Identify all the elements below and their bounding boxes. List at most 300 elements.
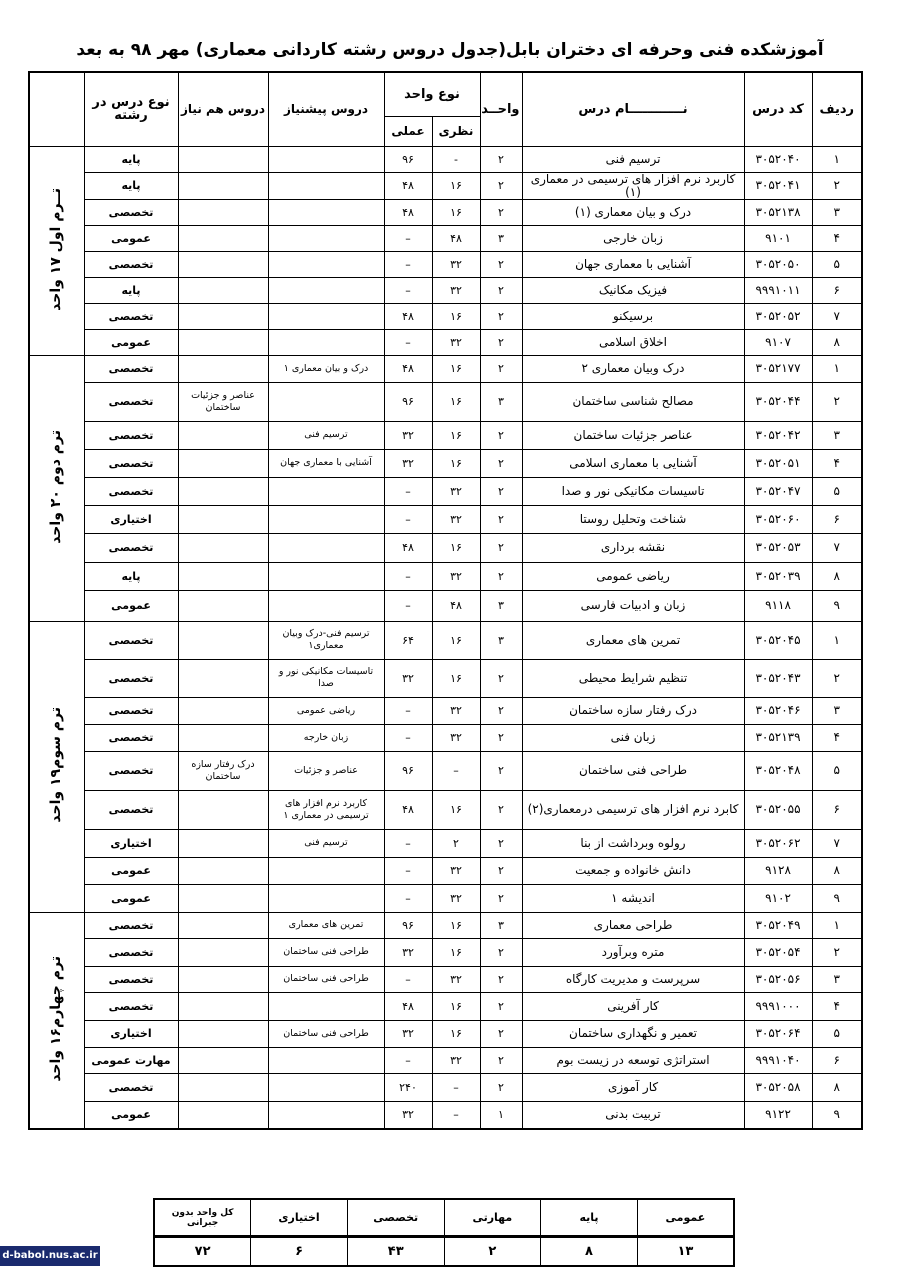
cell-prereq: طراحی فنی ساختمان: [268, 1020, 384, 1047]
cell-coreq: [178, 1047, 268, 1073]
cell-theory: ۱۶: [432, 303, 480, 329]
cell-code: ۳۰۵۲۰۵۰: [744, 251, 812, 277]
table-row: [29, 533, 862, 562]
cell-no: ۱: [812, 912, 862, 938]
header-practical: عملی: [384, 116, 432, 146]
table-row: [29, 146, 862, 172]
cell-code: ۳۰۵۲۰۵۱: [744, 449, 812, 477]
cell-prereq: [268, 251, 384, 277]
cell-prereq: تمرین های معماری: [268, 912, 384, 938]
cell-type: اختیاری: [84, 505, 178, 533]
cell-code: ۹۹۹۱۰۰۰: [744, 992, 812, 1020]
cell-units: ۲: [480, 449, 522, 477]
header-theory: نظری: [432, 116, 480, 146]
cell-name: طراحی فنی ساختمان: [522, 751, 744, 790]
cell-name: نقشه برداری: [522, 533, 744, 562]
cell-practical: –: [384, 329, 432, 355]
cell-code: ۳۰۵۲۰۵۵: [744, 790, 812, 829]
cell-practical: ۴۸: [384, 172, 432, 199]
cell-no: ۷: [812, 533, 862, 562]
summary-label: اختیاری: [251, 1199, 348, 1237]
cell-theory: ۳۲: [432, 277, 480, 303]
cell-type: عمومی: [84, 884, 178, 912]
cell-theory: ۳۲: [432, 1047, 480, 1073]
cell-prereq: [268, 329, 384, 355]
cell-practical: ۳۲: [384, 1101, 432, 1129]
cell-type: تخصصی: [84, 790, 178, 829]
summary-label: مهارتی: [444, 1199, 541, 1237]
cell-theory: ۳۲: [432, 505, 480, 533]
cell-theory: ۳۲: [432, 329, 480, 355]
summary-label: کل واحد بدون جبرانی: [154, 1199, 251, 1237]
course-table: [28, 71, 863, 1130]
cell-units: ۳: [480, 912, 522, 938]
header-units: واحــد: [480, 72, 522, 146]
cell-units: ۲: [480, 790, 522, 829]
cell-type: تخصصی: [84, 199, 178, 225]
cell-code: ۳۰۵۲۰۴۲: [744, 421, 812, 449]
cell-units: ۲: [480, 505, 522, 533]
cell-units: ۲: [480, 992, 522, 1020]
cell-practical: ۹۶: [384, 382, 432, 421]
cell-code: ۹۱۰۷: [744, 329, 812, 355]
cell-code: ۳۰۵۲۰۴۰: [744, 146, 812, 172]
summary-value: ۷۲: [154, 1237, 251, 1267]
cell-coreq: [178, 562, 268, 590]
table-row: [29, 790, 862, 829]
cell-no: ۶: [812, 277, 862, 303]
table-row: [29, 1073, 862, 1101]
cell-code: ۹۱۱۸: [744, 590, 812, 621]
cell-name: طراحی معماری: [522, 912, 744, 938]
cell-coreq: [178, 884, 268, 912]
cell-code: ۳۰۵۲۰۵۴: [744, 938, 812, 966]
cell-name: مصالح شناسی ساختمان: [522, 382, 744, 421]
cell-name: تربیت بدنی: [522, 1101, 744, 1129]
cell-no: ۸: [812, 562, 862, 590]
summary-value: ۲: [444, 1237, 541, 1267]
cell-units: ۲: [480, 199, 522, 225]
cell-theory: ۱۶: [432, 659, 480, 697]
cell-code: ۹۱۰۲: [744, 884, 812, 912]
cell-name: درک و بیان معماری (۱): [522, 199, 744, 225]
semester-label-text: ترم دوم ۲۰ واحد: [48, 429, 65, 544]
cell-coreq: [178, 421, 268, 449]
cell-practical: –: [384, 590, 432, 621]
summary-label: عمومی: [637, 1199, 734, 1237]
cell-code: ۳۰۵۲۰۵۸: [744, 1073, 812, 1101]
cell-practical: ۹۶: [384, 751, 432, 790]
cell-coreq: [178, 1020, 268, 1047]
cell-name: دانش خانواده و جمعیت: [522, 857, 744, 884]
cell-theory: ۱۶: [432, 912, 480, 938]
cell-practical: ۳۲: [384, 1020, 432, 1047]
cell-prereq: [268, 303, 384, 329]
cell-practical: –: [384, 277, 432, 303]
cell-practical: –: [384, 562, 432, 590]
cell-units: ۳: [480, 590, 522, 621]
cell-code: ۳۰۵۲۰۵۳: [744, 533, 812, 562]
header-prereq: دروس پیشنیاز: [268, 72, 384, 146]
cell-no: ۵: [812, 1020, 862, 1047]
summary-table: [153, 1198, 735, 1267]
cell-prereq: [268, 1073, 384, 1101]
cell-coreq: [178, 938, 268, 966]
cell-prereq: آشنایی با معماری جهان: [268, 449, 384, 477]
cell-coreq: [178, 505, 268, 533]
cell-practical: ۴۸: [384, 790, 432, 829]
semester-label-text: ترم چهارم۱۶ واحد: [48, 955, 65, 1082]
cell-units: ۲: [480, 829, 522, 857]
cell-name: تعمیر و نگهداری ساختمان: [522, 1020, 744, 1047]
cell-code: ۳۰۵۲۰۴۴: [744, 382, 812, 421]
cell-no: ۳: [812, 421, 862, 449]
cell-coreq: [178, 829, 268, 857]
cell-no: ۲: [812, 659, 862, 697]
cell-name: فیزیک مکانیک: [522, 277, 744, 303]
cell-name: کابرد نرم افزار های ترسیمی درمعماری(۲): [522, 790, 744, 829]
cell-name: کار آموزی: [522, 1073, 744, 1101]
cell-name: استراتژی توسعه در زیست بوم: [522, 1047, 744, 1073]
cell-type: تخصصی: [84, 533, 178, 562]
cell-code: ۳۰۵۲۰۶۰: [744, 505, 812, 533]
cell-units: ۱: [480, 1101, 522, 1129]
cell-no: ۹: [812, 590, 862, 621]
cell-coreq: [178, 533, 268, 562]
cell-name: اندیشه ۱: [522, 884, 744, 912]
table-row: [29, 938, 862, 966]
cell-code: ۳۰۵۲۱۷۷: [744, 355, 812, 382]
table-row: [29, 199, 862, 225]
summary-value: ۶: [251, 1237, 348, 1267]
cell-coreq: [178, 992, 268, 1020]
cell-type: پایه: [84, 172, 178, 199]
semester-label: [29, 912, 84, 1129]
cell-type: تخصصی: [84, 751, 178, 790]
header-semester: [29, 72, 84, 146]
cell-no: ۱: [812, 621, 862, 659]
cell-theory: ۱۶: [432, 382, 480, 421]
cell-theory: ۳۲: [432, 966, 480, 992]
summary-values-row: [154, 1237, 734, 1267]
cell-type: تخصصی: [84, 477, 178, 505]
summary-label: تخصصی: [347, 1199, 444, 1237]
cell-name: زبان فنی: [522, 724, 744, 751]
cell-prereq: [268, 590, 384, 621]
table-row: [29, 382, 862, 421]
cell-practical: ۶۴: [384, 621, 432, 659]
cell-no: ۴: [812, 992, 862, 1020]
cell-coreq: [178, 912, 268, 938]
cell-name: تاسیسات مکانیکی نور و صدا: [522, 477, 744, 505]
cell-name: کاربرد نرم افزار های ترسیمی در معماری (۱): [522, 172, 744, 199]
table-row: [29, 659, 862, 697]
cell-type: تخصصی: [84, 251, 178, 277]
header-coreq: دروس هم نیاز: [178, 72, 268, 146]
cell-code: ۳۰۵۲۰۶۲: [744, 829, 812, 857]
cell-name: اخلاق اسلامی: [522, 329, 744, 355]
cell-units: ۳: [480, 382, 522, 421]
semester-label: [29, 146, 84, 355]
cell-name: آشنایی با معماری جهان: [522, 251, 744, 277]
cell-prereq: طراحی فنی ساختمان: [268, 966, 384, 992]
semester-label: [29, 355, 84, 621]
cell-theory: –: [432, 1073, 480, 1101]
cell-no: ۳: [812, 697, 862, 724]
cell-coreq: [178, 329, 268, 355]
cell-units: ۲: [480, 562, 522, 590]
cell-type: تخصصی: [84, 697, 178, 724]
cell-name: سرپرست و مدیریت کارگاه: [522, 966, 744, 992]
table-row: [29, 992, 862, 1020]
cell-coreq: [178, 1101, 268, 1129]
cell-prereq: [268, 277, 384, 303]
table-row: [29, 829, 862, 857]
table-row: [29, 884, 862, 912]
cell-theory: ۱۶: [432, 938, 480, 966]
cell-units: ۲: [480, 1073, 522, 1101]
cell-theory: ۱۶: [432, 199, 480, 225]
cell-type: تخصصی: [84, 992, 178, 1020]
header-type: نوع درس در رشته: [84, 72, 178, 146]
cell-name: زبان و ادبیات فارسی: [522, 590, 744, 621]
cell-type: تخصصی: [84, 966, 178, 992]
cell-coreq: [178, 790, 268, 829]
cell-units: ۲: [480, 1020, 522, 1047]
cell-type: عمومی: [84, 225, 178, 251]
cell-practical: –: [384, 724, 432, 751]
table-row: [29, 912, 862, 938]
table-row: [29, 966, 862, 992]
cell-coreq: [178, 449, 268, 477]
table-row: [29, 751, 862, 790]
cell-code: ۳۰۵۲۰۶۴: [744, 1020, 812, 1047]
cell-type: مهارت عمومی: [84, 1047, 178, 1073]
header-unit-type: نوع واحد: [384, 72, 480, 116]
cell-no: ۶: [812, 1047, 862, 1073]
cell-prereq: [268, 857, 384, 884]
cell-type: تخصصی: [84, 1073, 178, 1101]
cell-no: ۲: [812, 382, 862, 421]
cell-prereq: [268, 992, 384, 1020]
cell-coreq: [178, 355, 268, 382]
table-row: [29, 590, 862, 621]
cell-code: ۳۰۵۲۰۴۷: [744, 477, 812, 505]
cell-prereq: زبان خارجه: [268, 724, 384, 751]
cell-code: ۹۱۲۸: [744, 857, 812, 884]
cell-name: متره وبرآورد: [522, 938, 744, 966]
cell-code: ۳۰۵۲۰۴۳: [744, 659, 812, 697]
cell-practical: ۴۸: [384, 533, 432, 562]
header-name: نــــــــــــام درس: [522, 72, 744, 146]
cell-practical: ۴۸: [384, 303, 432, 329]
cell-no: ۸: [812, 1073, 862, 1101]
cell-practical: –: [384, 477, 432, 505]
cell-type: تخصصی: [84, 621, 178, 659]
cell-units: ۲: [480, 533, 522, 562]
cell-units: ۲: [480, 355, 522, 382]
table-row: [29, 355, 862, 382]
cell-coreq: [178, 146, 268, 172]
cell-coreq: [178, 172, 268, 199]
cell-units: ۳: [480, 621, 522, 659]
cell-prereq: [268, 477, 384, 505]
cell-type: عمومی: [84, 590, 178, 621]
semester-label-text: تــرم اول ۱۷ واحد: [48, 187, 65, 311]
cell-coreq: [178, 857, 268, 884]
cell-units: ۲: [480, 251, 522, 277]
cell-type: تخصصی: [84, 303, 178, 329]
cell-practical: ۹۶: [384, 146, 432, 172]
summary-labels-row: [154, 1199, 734, 1237]
cell-name: رولوه وبرداشت از بنا: [522, 829, 744, 857]
cell-practical: –: [384, 697, 432, 724]
cell-prereq: [268, 1047, 384, 1073]
cell-code: ۳۰۵۲۰۳۹: [744, 562, 812, 590]
cell-theory: -: [432, 146, 480, 172]
table-row: [29, 697, 862, 724]
cell-prereq: [268, 225, 384, 251]
cell-coreq: [178, 659, 268, 697]
cell-coreq: [178, 621, 268, 659]
cell-units: ۲: [480, 751, 522, 790]
cell-prereq: عناصر و جزئیات: [268, 751, 384, 790]
cell-units: ۲: [480, 884, 522, 912]
cell-prereq: [268, 172, 384, 199]
cell-practical: ۲۴۰: [384, 1073, 432, 1101]
cell-prereq: درک و بیان معماری ۱: [268, 355, 384, 382]
cell-no: ۴: [812, 724, 862, 751]
course-table-body: [29, 146, 862, 1129]
cell-type: تخصصی: [84, 724, 178, 751]
cell-prereq: [268, 505, 384, 533]
cell-prereq: طراحی فنی ساختمان: [268, 938, 384, 966]
cell-code: ۳۰۵۲۰۵۶: [744, 966, 812, 992]
cell-type: عمومی: [84, 857, 178, 884]
cell-theory: ۱۶: [432, 449, 480, 477]
cell-prereq: [268, 1101, 384, 1129]
table-row: [29, 329, 862, 355]
cell-theory: –: [432, 1101, 480, 1129]
cell-practical: –: [384, 966, 432, 992]
cell-coreq: [178, 225, 268, 251]
cell-units: ۲: [480, 477, 522, 505]
cell-code: ۳۰۵۲۰۴۹: [744, 912, 812, 938]
cell-name: تمرین های معماری: [522, 621, 744, 659]
cell-no: ۱: [812, 146, 862, 172]
cell-units: ۲: [480, 1047, 522, 1073]
cell-type: تخصصی: [84, 382, 178, 421]
table-row: [29, 172, 862, 199]
cell-code: ۳۰۵۲۰۴۶: [744, 697, 812, 724]
cell-practical: –: [384, 884, 432, 912]
cell-practical: –: [384, 829, 432, 857]
cell-type: تخصصی: [84, 659, 178, 697]
cell-units: ۲: [480, 421, 522, 449]
cell-no: ۵: [812, 751, 862, 790]
cell-practical: –: [384, 251, 432, 277]
cell-name: تنظیم شرایط محیطی: [522, 659, 744, 697]
header-code: کد درس: [744, 72, 812, 146]
table-row: [29, 477, 862, 505]
cell-prereq: [268, 533, 384, 562]
cell-units: ۲: [480, 966, 522, 992]
cell-code: ۳۰۵۲۰۴۸: [744, 751, 812, 790]
cell-coreq: [178, 1073, 268, 1101]
cell-no: ۲: [812, 172, 862, 199]
cell-prereq: [268, 199, 384, 225]
cell-theory: ۱۶: [432, 621, 480, 659]
cell-units: ۲: [480, 938, 522, 966]
cell-practical: ۳۲: [384, 421, 432, 449]
cell-practical: –: [384, 505, 432, 533]
cell-units: ۲: [480, 146, 522, 172]
cell-coreq: عناصر و جزئیات ساختمان: [178, 382, 268, 421]
cell-units: ۲: [480, 857, 522, 884]
cell-practical: ۳۲: [384, 659, 432, 697]
cell-name: کار آفرینی: [522, 992, 744, 1020]
site-badge: d-babol.nus.ac.ir: [0, 1246, 100, 1266]
cell-theory: ۳۲: [432, 251, 480, 277]
cell-no: ۶: [812, 505, 862, 533]
table-row: [29, 225, 862, 251]
cell-no: ۷: [812, 829, 862, 857]
cell-practical: –: [384, 857, 432, 884]
cell-theory: –: [432, 751, 480, 790]
cell-name: برسیکنو: [522, 303, 744, 329]
cell-coreq: [178, 477, 268, 505]
cell-theory: ۲: [432, 829, 480, 857]
cell-type: تخصصی: [84, 912, 178, 938]
cell-type: تخصصی: [84, 938, 178, 966]
cell-units: ۲: [480, 724, 522, 751]
table-row: [29, 857, 862, 884]
cell-code: ۹۱۲۲: [744, 1101, 812, 1129]
summary-value: ۱۳: [637, 1237, 734, 1267]
cell-practical: ۹۶: [384, 912, 432, 938]
cell-units: ۲: [480, 329, 522, 355]
table-row: [29, 251, 862, 277]
cell-coreq: [178, 303, 268, 329]
cell-no: ۲: [812, 938, 862, 966]
cell-code: ۳۰۵۲۱۳۹: [744, 724, 812, 751]
cell-theory: ۳۲: [432, 724, 480, 751]
cell-units: ۲: [480, 277, 522, 303]
cell-coreq: [178, 251, 268, 277]
page-title: آموزشکده فنی وحرفه ای دختران بابل(جدول دروس رشته کاردانی معماری) مهر ۹۸ به بعد: [76, 40, 824, 60]
cell-no: ۳: [812, 966, 862, 992]
cell-code: ۳۰۵۲۱۳۸: [744, 199, 812, 225]
cell-prereq: کاربرد نرم افزار های ترسیمی در معماری ۱: [268, 790, 384, 829]
cell-theory: ۳۲: [432, 884, 480, 912]
cell-theory: ۳۲: [432, 697, 480, 724]
cell-type: تخصصی: [84, 355, 178, 382]
cell-type: تخصصی: [84, 449, 178, 477]
cell-prereq: تاسیسات مکانیکی نور و صدا: [268, 659, 384, 697]
cell-name: عناصر جزئیات ساختمان: [522, 421, 744, 449]
cell-no: ۴: [812, 225, 862, 251]
cell-units: ۲: [480, 659, 522, 697]
cell-prereq: ترسیم فنی-درک وبیان معماری۱: [268, 621, 384, 659]
cell-no: ۷: [812, 303, 862, 329]
cell-code: ۳۰۵۲۰۴۵: [744, 621, 812, 659]
cell-prereq: [268, 562, 384, 590]
cell-no: ۵: [812, 251, 862, 277]
cell-units: ۲: [480, 697, 522, 724]
table-row: [29, 724, 862, 751]
cell-practical: ۴۸: [384, 992, 432, 1020]
cell-no: ۶: [812, 790, 862, 829]
